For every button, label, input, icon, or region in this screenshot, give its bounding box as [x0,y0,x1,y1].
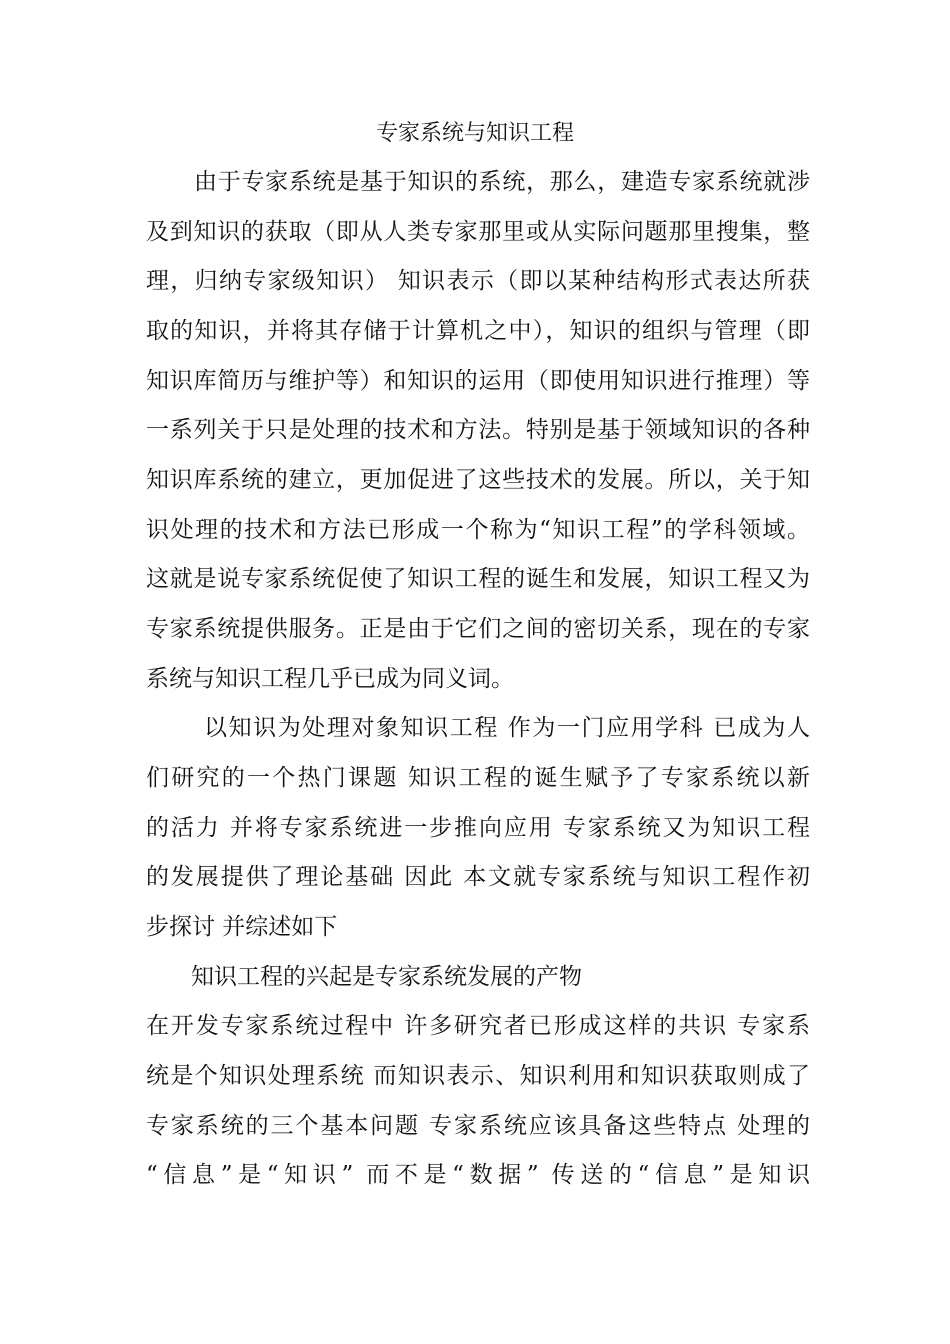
document-title: 专家系统与知识工程 [375,121,574,146]
paragraph-line: 的活力 并将专家系统进一步推向应用 专家系统又为知识工程 [146,815,810,841]
paragraph-line: “信息”是“知识” 而不是“数据” 传送的“信息”是知识 [146,1162,810,1188]
paragraph-line: 知识库简历与维护等）和知识的运用（即使用知识进行推理）等 [146,368,810,394]
paragraph-line: 统是个知识处理系统 而知识表示、知识利用和知识获取则成了 [146,1063,810,1089]
paragraph-line: 识处理的技术和方法已形成一个称为“知识工程”的学科领域。 [146,517,810,543]
paragraph-line: 由于专家系统是基于知识的系统，那么，建造专家系统就涉 [194,169,810,195]
paragraph-line: 及到知识的获取（即从人类专家那里或从实际问题那里搜集，整 [146,219,810,245]
paragraph-line: 的发展提供了理论基础 因此 本文就专家系统与知识工程作初 [146,864,810,890]
paragraph-line: 在开发专家系统过程中 许多研究者已形成这样的共识 专家系 [146,1013,810,1039]
paragraph-line: 专家系统的三个基本问题 专家系统应该具备这些特点 处理的 [146,1113,810,1139]
paragraph-line: 以知识为处理对象知识工程 作为一门应用学科 已成为人 [204,715,810,741]
paragraph-line: 这就是说专家系统促使了知识工程的诞生和发展，知识工程又为 [146,566,810,592]
paragraph-line: 知识库系统的建立，更加促进了这些技术的发展。所以，关于知 [146,467,810,493]
paragraph-line: 们研究的一个热门课题 知识工程的诞生赋予了专家系统以新 [146,765,810,791]
paragraph-line: 理，归纳专家级知识） 知识表示（即以某种结构形式表达所获 [146,268,810,294]
section-heading: 知识工程的兴起是专家系统发展的产物 [191,964,582,990]
paragraph-line: 步探讨 并综述如下 [146,914,338,940]
paragraph-line: 一系列关于只是处理的技术和方法。特别是基于领域知识的各种 [146,417,810,443]
paragraph-line: 系统与知识工程几乎已成为同义词。 [146,666,514,692]
paragraph-line: 取的知识，并将其存储于计算机之中），知识的组织与管理（即 [146,318,810,344]
paragraph-line: 专家系统提供服务。正是由于它们之间的密切关系，现在的专家 [146,616,810,642]
